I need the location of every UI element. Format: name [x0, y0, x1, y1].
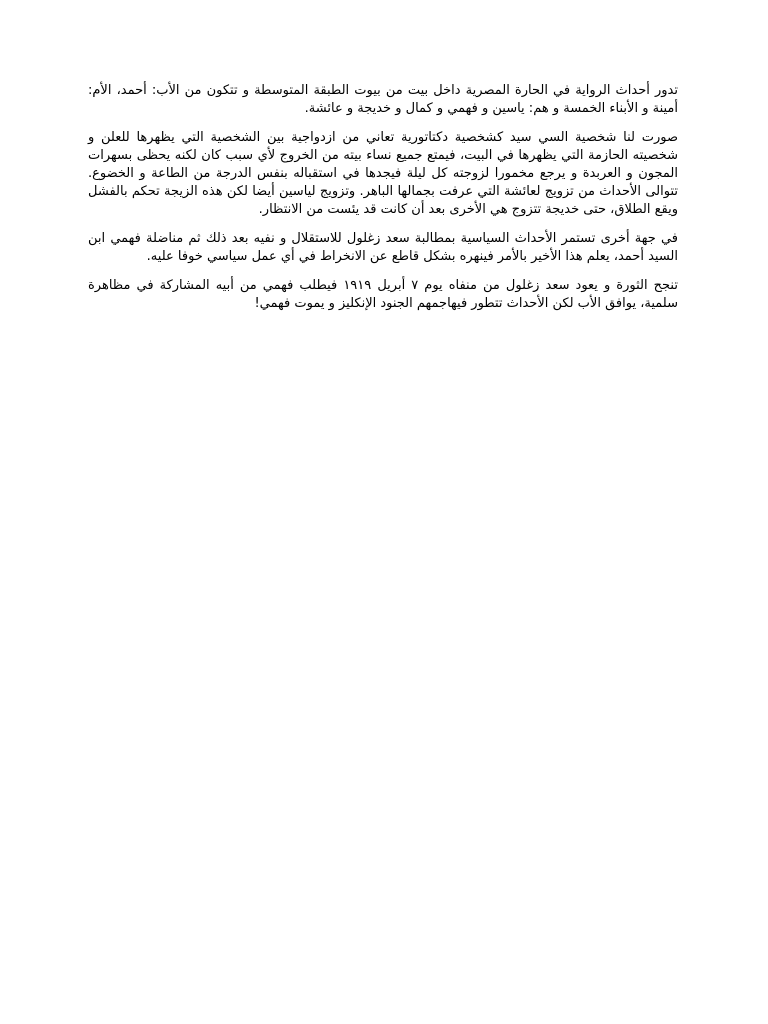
- document-page: [88, 82, 678, 324]
- paragraph-4: تنجح الثورة و يعود سعد زغلول من منفاه يوم ٧ أبريل ١٩١٩ فيطلب فهمي من أبيه المشاركة في مظاهرة سلمية، يوافق الأب لكن الأحداث تتطور فيهاجمهم الجنود الإنكليز و يموت فهمي!: [88, 278, 678, 311]
- paragraph-3: في جهة أخرى تستمر الأحداث السياسية بمطالبة سعد زغلول للاستقلال و نفيه بعد ذلك ثم مناضلة فهمي ابن السيد أحمد، يعلم هذا الأخير بالأمر فينهره بشكل قاطع عن الانخراط في أي عمل سياسي خوفا عليه.: [88, 231, 678, 264]
- paragraph-2: صورت لنا شخصية السي سيد كشخصية دكتاتورية تعاني من ازدواجية بين الشخصية التي يظهرها للعلن و شخصيته الحازمة التي يظهرها في البيت، فيمتع جميع نساء بيته من الخروج لأي سبب كان لكنه يحظى بسهرات المجون و العربدة و يرجع مخمورا لزوجته كل ليلة فيجدها في استقباله بنفس الدرجة من الطاعة و الخضوع. تتوالى الأحداث من تزويج لعائشة التي عرفت بجمالها الباهر. وتزويج لياسين أيضا لكن هذه الزيجة تحكم بالفشل ويقع الطلاق، حتى خديجة تتزوج هي الأخرى بعد أن كانت قد يئست من الانتظار.: [88, 130, 678, 217]
- paragraph-1: تدور أحداث الرواية في الحارة المصرية داخل بيت من بيوت الطبقة المتوسطة و تتكون من الأب: أحمد، الأم: أمينة و الأبناء الخمسة و هم: ياسين و فهمي و كمال و خديجة و عائشة.: [88, 83, 678, 116]
